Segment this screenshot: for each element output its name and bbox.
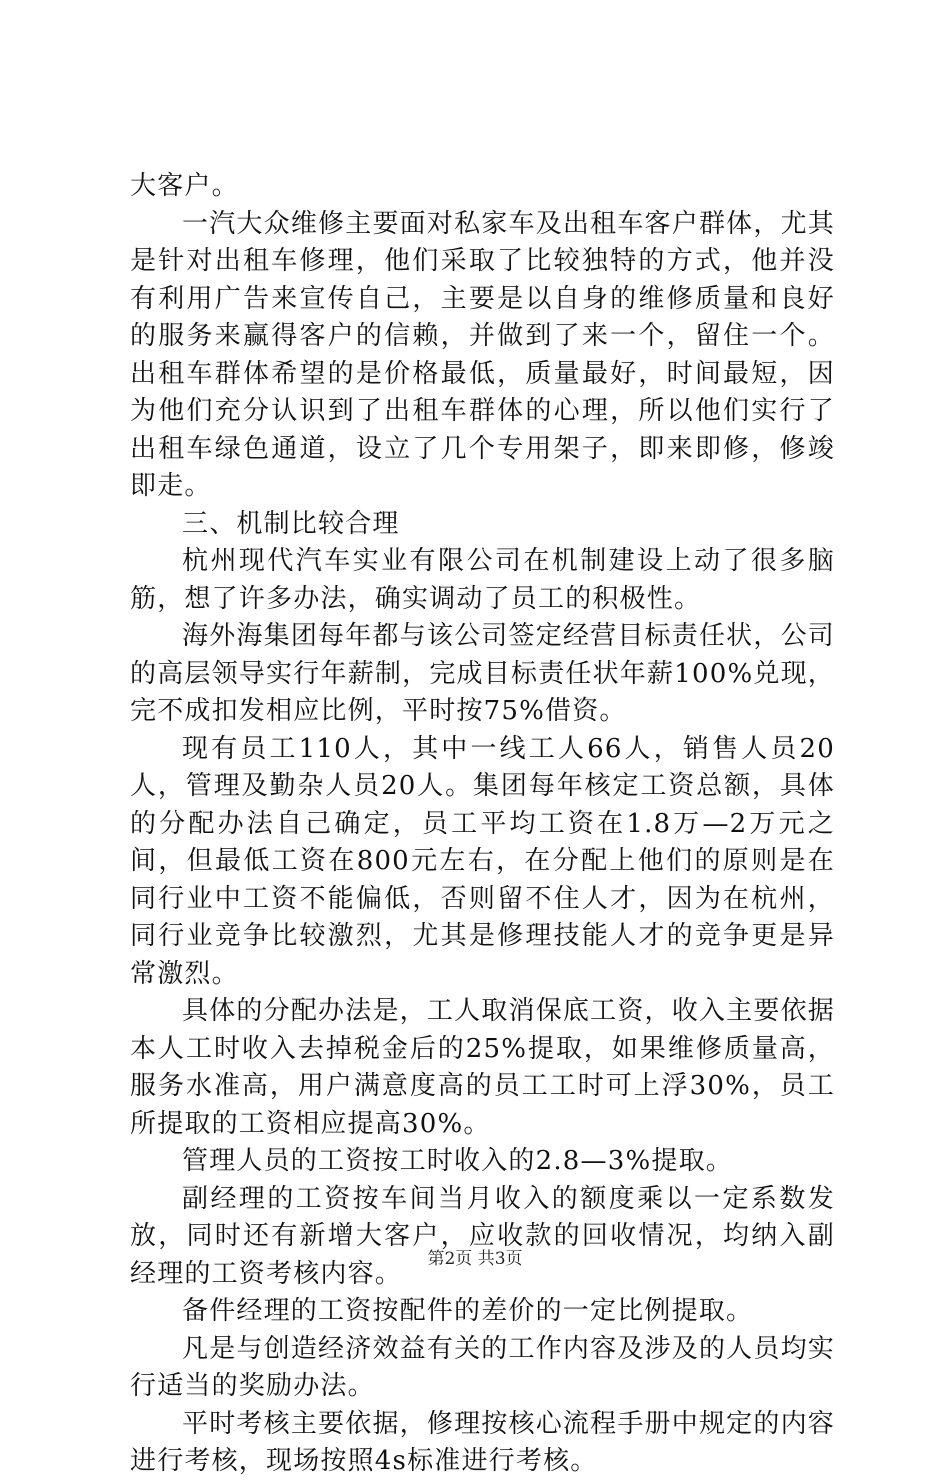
paragraph: 平时考核主要依据，修理按核心流程手册中规定的内容进行考核，现场按照4s标准进行考核。 xyxy=(130,1408,835,1476)
paragraph: 一汽大众维修主要面对私家车及出租车客户群体，尤其是针对出租车修理，他们采取了比较独特的方式，他并没有利用广告来宣传自己，主要是以自身的维修质量和良好的服务来赢得客户的信赖，并做到了来一个，留住一个。出租车群体希望的是价格最低，质量最好，时间最短，因为他们充分认识到了出租车群体的心理，所以他们实行了出租车绿色通道，设立了几个专用架子，即来即修，修竣即走。 xyxy=(130,208,835,501)
paragraph: 杭州现代汽车实业有限公司在机制建设上动了很多脑筋，想了许多办法，确实调动了员工的积极性。 xyxy=(130,546,835,614)
paragraph: 现有员工110人，其中一线工人66人，销售人员20人，管理及勤杂人员20人。集团每年核定工资总额，具体的分配办法自己确定，员工平均工资在1.8万—2万元之间，但最低工资在800元左右，在分配上他们的原则是在同行业中工资不能偏低，否则留不住人才，因为在杭州，同行业竞争比较激烈，尤其是修理技能人才的竞争更是异常激烈。 xyxy=(130,733,835,989)
section-heading: 三、机制比较合理 xyxy=(182,508,400,539)
paragraph: 大客户。 xyxy=(130,171,239,201)
document-body xyxy=(130,168,835,1481)
paragraph: 凡是与创造经济效益有关的工作内容及涉及的人员均实行适当的奖励办法。 xyxy=(130,1333,835,1401)
paragraph: 海外海集团每年都与该公司签定经营目标责任状，公司的高层领导实行年薪制，完成目标责任状年薪100%兑现，完不成扣发相应比例，平时按75%借资。 xyxy=(130,621,835,726)
paragraph: 管理人员的工资按工时收入的2.8—3%提取。 xyxy=(182,1146,733,1176)
paragraph: 副经理的工资按车间当月收入的额度乘以一定系数发放，同时还有新增大客户，应收款的回收情况，均纳入副经理的工资考核内容。 xyxy=(130,1183,835,1289)
page-footer: 第2页 共3页 xyxy=(427,1249,523,1269)
paragraph: 具体的分配办法是，工人取消保底工资，收入主要依据本人工时收入去掉税金后的25%提取，如果维修质量高，服务水准高，用户满意度高的员工工时可上浮30%，员工所提取的工资相应提高30%。 xyxy=(130,996,835,1139)
paragraph: 备件经理的工资按配件的差价的一定比例提取。 xyxy=(182,1296,754,1326)
